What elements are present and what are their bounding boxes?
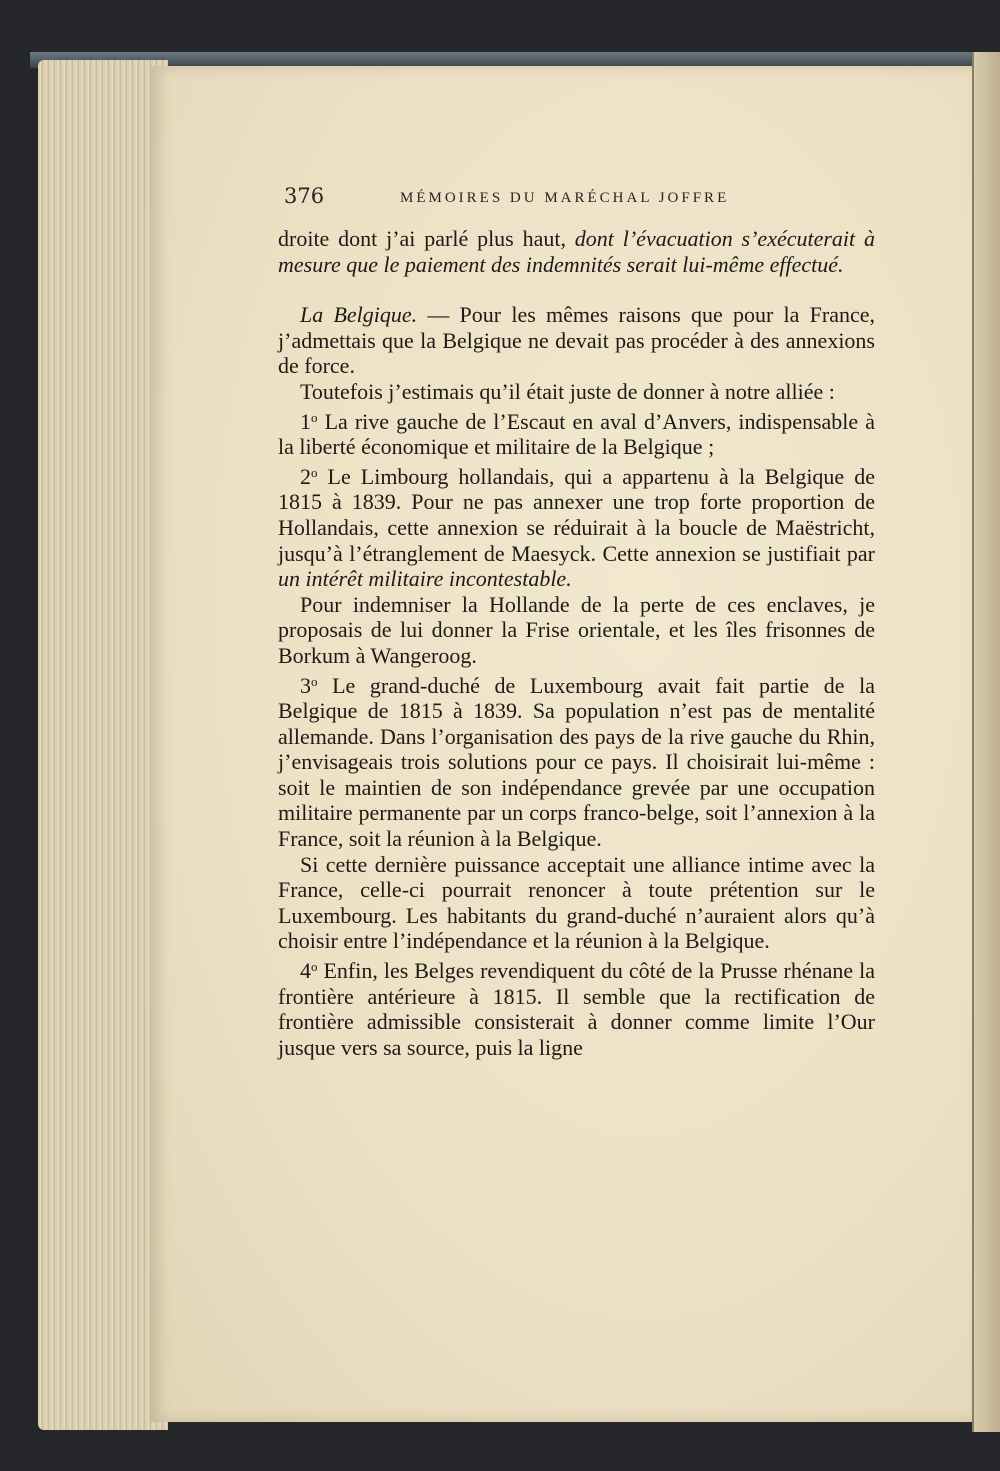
paragraph xyxy=(278,592,875,669)
text-run: Si cette dernière puissance acceptait une alliance intime avec la France, celle-ci pourrait renoncer à toute prétention sur le Luxembourg. Les habitants du grand-duché n’auraient alors qu’à choisir entre l’indépendance et la réunion à la Belgique. xyxy=(278,851,875,954)
body-text xyxy=(278,226,875,1060)
list-item-3 xyxy=(278,669,875,852)
italic-text: un intérêt militaire incontestable. xyxy=(278,566,572,592)
text-run: — Pour les mêmes raisons que pour la France, j’admettais que la Belgique ne devait pas procéder à des annexions de force. xyxy=(278,302,875,379)
list-item-2 xyxy=(278,460,875,592)
paragraph xyxy=(278,852,875,954)
item-number: 4 xyxy=(300,958,311,984)
running-title: MÉMOIRES DU MARÉCHAL JOFFRE xyxy=(400,190,730,206)
running-head xyxy=(284,184,884,214)
page-number: 376 xyxy=(284,184,325,208)
ordinal-mark: o xyxy=(311,673,318,689)
text-run: droite dont j’ai parlé plus haut, xyxy=(278,226,575,251)
text-run: Le Limbourg hollandais, qui a appartenu à la Belgique de 1815 à 1839. Pour ne pas annexer une trop forte proportion de Hollandais, cette annexion se réduirait à la boucle de Maëstricht, jusqu’à l’étranglement de Maesyck. Cette annexion se justifiait par xyxy=(278,463,875,566)
page-edges xyxy=(38,60,168,1430)
italic-text: dont l’évacuation s’exécuterait à mesure que le paiement des indemnités serait lui-même effectué. xyxy=(278,226,875,277)
list-item-1 xyxy=(278,405,875,460)
ordinal-mark: o xyxy=(311,409,318,425)
paragraph-belgique xyxy=(278,302,875,379)
item-number: 1 xyxy=(300,408,311,434)
text-run: Le grand-duché de Luxembourg avait fait partie de la Belgique de 1815 à 1839. Sa population n’est pas de mentalité allemande. Dans l’organisation des pays de la rive gauche du Rhin, j’envisageais trois solutions pour ce pays. Il choisirait lui-même : soit le maintien de son indépendance grevée par une occupation militaire permanente par un corps franco-belge, soit l’annexion à la France, soit la réunion à la Belgique. xyxy=(278,672,875,852)
text-run: La rive gauche de l’Escaut en aval d’Anvers, indispensable à la liberté économique et militaire de la Belgique ; xyxy=(278,408,875,460)
text-run: Enfin, les Belges revendiquent du côté de la Prusse rhénane la frontière antérieure à 1815. Il semble que la rectification de frontière admissible consisterait à donner comme limite l’Our jusque vers sa source, puis la ligne xyxy=(278,958,875,1060)
item-number: 2 xyxy=(300,463,311,489)
text-run: Pour indemniser la Hollande de la perte de ces enclaves, je proposais de lui donner la Frise orientale, et les îles frisonnes de Borkum à Wangeroog. xyxy=(278,591,875,668)
text-run: Toutefois j’estimais qu’il était juste de donner à notre alliée : xyxy=(300,378,835,404)
book-cover-right xyxy=(972,52,1000,1432)
ordinal-mark: o xyxy=(311,959,318,975)
item-number: 3 xyxy=(300,672,311,698)
list-item-4 xyxy=(278,954,875,1060)
ordinal-mark: o xyxy=(311,464,318,480)
section-heading: La Belgique. xyxy=(300,302,418,328)
paragraph-continuation xyxy=(278,226,875,277)
paragraph xyxy=(278,379,875,405)
